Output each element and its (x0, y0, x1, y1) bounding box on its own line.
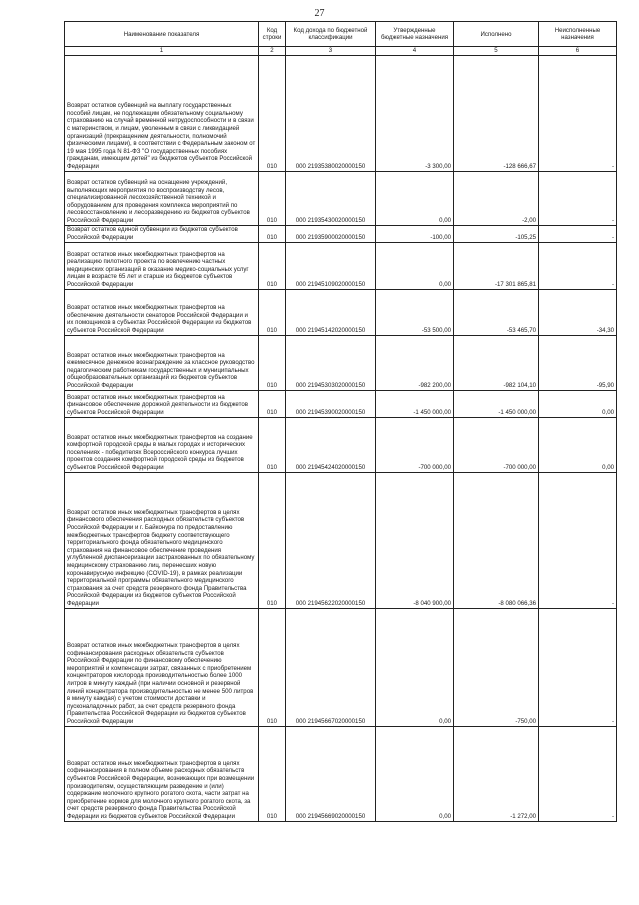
row-name: Возврат остатков субвенций на оснащение учреждений, выполняющих мероприятия по воспроизводству лесов, специализированной лесохозяйственной техникой и оборудованием для проведения комплекса мероприятий по лесовосстановлению и лесоразведению из бюджетов субъектов Российской Федерации (65, 171, 259, 225)
row-line-code: 010 (259, 289, 286, 335)
column-number: 2 (259, 47, 286, 56)
header-unexecuted: Неисполненные назначения (539, 22, 617, 47)
row-executed: -1 272,00 (454, 726, 539, 821)
row-unexecuted: - (539, 55, 617, 171)
row-approved: -700 000,00 (376, 417, 454, 472)
row-line-code: 010 (259, 335, 286, 390)
row-budget-code: 000 21945142020000150 (286, 289, 376, 335)
budget-execution-table (64, 21, 617, 822)
header-budget-code: Код дохода по бюджетной классификации (286, 22, 376, 47)
row-budget-code: 000 21935900020000150 (286, 225, 376, 242)
table-row (65, 608, 617, 726)
column-number: 4 (376, 47, 454, 56)
row-name: Возврат остатков иных межбюджетных трансфертов на реализацию пилотного проекта по вовлечению частных медицинских организаций в оказание медико-социальных услуг лицам в возрасте 65 лет и старше из бюджетов субъектов Российской Федерации (65, 242, 259, 289)
table-row (65, 171, 617, 225)
row-unexecuted: - (539, 225, 617, 242)
row-unexecuted: - (539, 472, 617, 608)
row-line-code: 010 (259, 726, 286, 821)
row-approved: -1 450 000,00 (376, 390, 454, 417)
table-row (65, 242, 617, 289)
column-number: 1 (65, 47, 259, 56)
row-unexecuted: - (539, 171, 617, 225)
row-name: Возврат остатков иных межбюджетных трансфертов в целях софинансирования в полном объеме расходных обязательств субъектов Российской Федерации, возникающих при возмещении производителям, осуществляющим разведение и (или) содержание молочного крупного рогатого скота, части затрат на приобретение кормов для молочного крупного рогатого скота, за счет средств резервного фонда Правительства Российской Федерации из бюджетов субъектов Российской Федерации (65, 726, 259, 821)
row-unexecuted: -95,90 (539, 335, 617, 390)
row-executed: -53 465,70 (454, 289, 539, 335)
row-unexecuted: - (539, 242, 617, 289)
row-unexecuted: 0,00 (539, 390, 617, 417)
row-approved: -53 500,00 (376, 289, 454, 335)
row-unexecuted: 0,00 (539, 417, 617, 472)
row-budget-code: 000 21945390020000150 (286, 390, 376, 417)
row-line-code: 010 (259, 472, 286, 608)
row-unexecuted: - (539, 608, 617, 726)
row-name: Возврат остатков иных межбюджетных трансфертов в целях финансового обеспечения расходных обязательств субъектов Российской Федерации и г. Байконура по предоставлению межбюджетных трансфертов бюджету соответствующего территориального фонда обязательного медицинского страхования на финансовое обеспечение проведения углубленной диспансеризации застрахованных по обязательному медицинскому страхованию лиц, перенесших новую коронавирусную инфекцию (COVID-19), в рамках реализации территориальной программы обязательного медицинского страхования за счет средств резервного фонда Правительства Российской Федерации из бюджетов субъектов Российской Федерации (65, 472, 259, 608)
table-row (65, 225, 617, 242)
row-line-code: 010 (259, 225, 286, 242)
table-header-row (65, 22, 617, 47)
row-approved: 0,00 (376, 608, 454, 726)
table-row (65, 55, 617, 171)
table-row (65, 472, 617, 608)
row-executed: -982 104,10 (454, 335, 539, 390)
table-row (65, 726, 617, 821)
row-budget-code: 000 21935430020000150 (286, 171, 376, 225)
page-number: 27 (314, 8, 325, 19)
header-name: Наименование показателя (65, 22, 259, 47)
row-executed: -17 301 865,81 (454, 242, 539, 289)
row-executed: -105,25 (454, 225, 539, 242)
row-budget-code: 000 21945109020000150 (286, 242, 376, 289)
row-name: Возврат остатков иных межбюджетных трансфертов на ежемесячное денежное вознаграждение за классное руководство педагогическим работникам государственных и муниципальных общеобразовательных организаций из бюджетов субъектов Российской Федерации (65, 335, 259, 390)
row-approved: -8 040 900,00 (376, 472, 454, 608)
row-approved: 0,00 (376, 726, 454, 821)
table-row (65, 390, 617, 417)
row-line-code: 010 (259, 417, 286, 472)
row-approved: -3 300,00 (376, 55, 454, 171)
row-line-code: 010 (259, 390, 286, 417)
row-budget-code: 000 21945424020000150 (286, 417, 376, 472)
row-name: Возврат остатков единой субвенции из бюджетов субъектов Российской Федерации (65, 225, 259, 242)
row-executed: -128 666,67 (454, 55, 539, 171)
column-number: 5 (454, 47, 539, 56)
row-approved: 0,00 (376, 242, 454, 289)
row-unexecuted: -34,30 (539, 289, 617, 335)
header-approved: Утвержденные бюджетные назначения (376, 22, 454, 47)
row-line-code: 010 (259, 608, 286, 726)
row-budget-code: 000 21945303020000150 (286, 335, 376, 390)
row-approved: -100,00 (376, 225, 454, 242)
row-approved: 0,00 (376, 171, 454, 225)
header-executed: Исполнено (454, 22, 539, 47)
row-executed: -700 000,00 (454, 417, 539, 472)
row-executed: -750,00 (454, 608, 539, 726)
row-budget-code: 000 21945669020000150 (286, 726, 376, 821)
row-approved: -982 200,00 (376, 335, 454, 390)
row-name: Возврат остатков иных межбюджетных трансфертов на создание комфортной городской среды в малых городах и исторических поселениях - победителях Всероссийского конкурса лучших проектов создания комфортной городской среды из бюджетов субъектов Российской Федерации (65, 417, 259, 472)
row-name: Возврат остатков иных межбюджетных трансфертов в целях софинансирования расходных обязательств субъектов Российской Федерации по финансовому обеспечению мероприятий и компенсации затрат, связанных с приобретением концентраторов кислорода производительностью более 1000 литров в минуту каждый (при наличии основной и резервной линий концентратора производительностью не менее 500 литров в минуту каждая) с учетом стоимости доставки и пусконаладочных работ, за счет средств резервного фонда Правительства Российской Федерации из бюджетов субъектов Российской Федерации (65, 608, 259, 726)
table-row (65, 289, 617, 335)
column-number: 6 (539, 47, 617, 56)
table-row (65, 335, 617, 390)
column-number: 3 (286, 47, 376, 56)
row-unexecuted: - (539, 726, 617, 821)
row-line-code: 010 (259, 55, 286, 171)
row-executed: -8 080 066,36 (454, 472, 539, 608)
row-name: Возврат остатков иных межбюджетных трансфертов на обеспечение деятельности сенаторов Российской Федерации и их помощников в субъектах Российской Федерации из бюджетов субъектов Российской Федерации (65, 289, 259, 335)
row-name: Возврат остатков иных межбюджетных трансфертов на финансовое обеспечение дорожной деятельности из бюджетов субъектов Российской Федерации (65, 390, 259, 417)
row-budget-code: 000 21945667020000150 (286, 608, 376, 726)
row-budget-code: 000 21935380020000150 (286, 55, 376, 171)
row-budget-code: 000 21945622020000150 (286, 472, 376, 608)
row-line-code: 010 (259, 242, 286, 289)
row-name: Возврат остатков субвенций на выплату государственных пособий лицам, не подлежащим обязательному социальному страхованию на случай временной нетрудоспособности и в связи с материнством, и лицам, уволенным в связи с ликвидацией организаций (прекращением деятельности, полномочий физическими лицами), в соответствии с Федеральным законом от 19 мая 1995 года N 81-ФЗ "О государственных пособиях гражданам, имеющим детей" из бюджетов субъектов Российской Федерации (65, 55, 259, 171)
row-executed: -2,00 (454, 171, 539, 225)
header-line-code: Код строки (259, 22, 286, 47)
row-executed: -1 450 000,00 (454, 390, 539, 417)
table-row (65, 417, 617, 472)
row-line-code: 010 (259, 171, 286, 225)
column-numbers-row (65, 47, 617, 56)
